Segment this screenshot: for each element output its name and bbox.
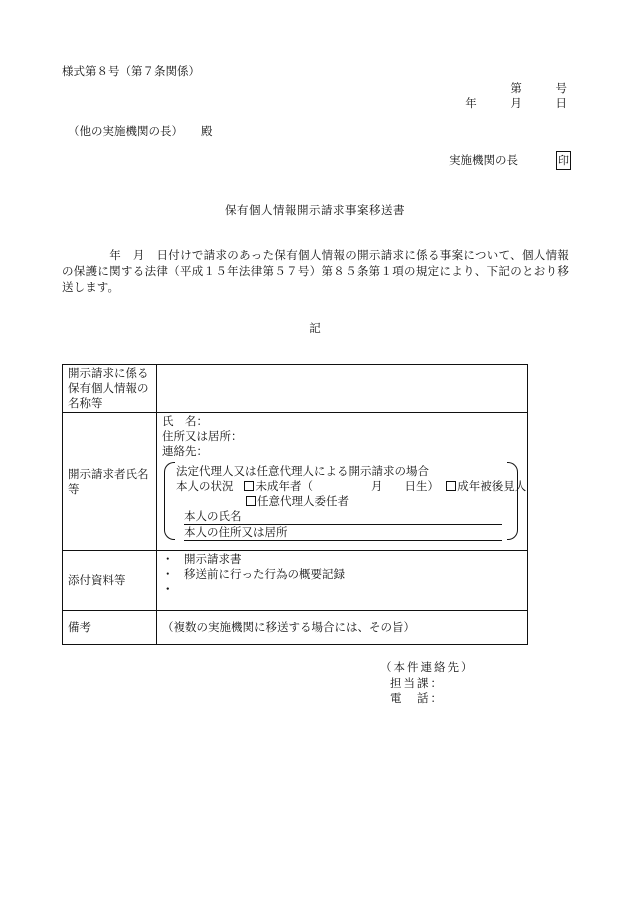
right-bracket [507,462,518,540]
date-month: 月 [510,96,522,110]
contact-heading: （本件連絡先） [380,660,475,674]
left-bracket [164,462,175,540]
birth-day-label: 日生） [404,479,439,493]
ward-checkbox[interactable] [446,481,456,491]
issue-date-line [435,96,567,112]
addressee-label: （他の実施機関の長） [68,124,183,138]
agent-label: 任意代理人委任者 [257,494,349,508]
ward-label: 成年被後見人 [457,479,527,493]
requester-name-label: 氏 名： [162,414,208,428]
sender-label: 実施機関の長 [449,153,518,167]
remarks-value: （複数の実施機関に移送する場合には、その旨） [157,611,528,645]
remarks-label: 備考 [63,611,157,645]
representative-heading: 法定代理人又は任意代理人による開示請求の場合 [176,464,429,478]
date-day: 日 [555,96,567,110]
requester-cell [157,413,528,551]
agent-option-line [176,494,506,509]
attachment-item: ・ 移送前に行った行為の概要記録 [162,567,522,582]
table-row [63,413,528,551]
date-year: 年 [465,96,477,110]
table-row [63,611,528,645]
addressee [68,124,213,140]
table-row [63,551,528,611]
minor-checkbox[interactable] [244,481,254,491]
person-status-line [176,479,527,494]
contact-block [380,660,475,707]
contact-dept: 担当課： [390,675,444,690]
attachment-item: ・ 開示請求書 [162,552,522,567]
birth-month-label: 月 [370,479,383,493]
attachments-label: 添付資料等 [63,551,157,611]
requester-contact-label: 連絡先： [162,444,208,458]
requester-address-label: 住所又は居所： [162,429,243,443]
attachments-cell [157,551,528,611]
requester-label: 開示請求者氏名等 [63,413,157,551]
body-paragraph [62,247,569,295]
requested-info-value[interactable] [157,365,528,413]
requested-info-label: 開示請求に係る保有個人情報の名称等 [63,365,157,413]
document-title: 保有個人情報開示請求事案移送書 [225,203,405,217]
addressee-honorific: 殿 [201,124,213,138]
number-suffix: 号 [555,81,567,95]
person-address-line[interactable]: 本人の住所又は居所 [184,525,502,541]
agent-checkbox[interactable] [246,496,256,506]
minor-label: 未成年者（ [255,479,313,493]
number-prefix: 第 [510,81,522,95]
person-name-line[interactable]: 本人の氏名 [184,509,502,525]
document-number-line [480,81,567,97]
status-label: 本人の状況 [176,479,234,493]
representative-box [164,462,527,540]
seal-mark: 印 [556,151,571,170]
ki-heading: 記 [309,321,321,335]
form-number: 様式第８号（第７条関係） [62,64,200,78]
body-text: 年 月 日付けで請求のあった保有個人情報の開示請求に係る事案について、個人情報の保護に関する法律（平成１５年法律第５７号）第８５条第１項の規定により、下記のとおり移送します。 [62,248,569,294]
transfer-detail-table [62,364,528,645]
table-row [63,365,528,413]
contact-phone: 電 話： [390,691,444,706]
